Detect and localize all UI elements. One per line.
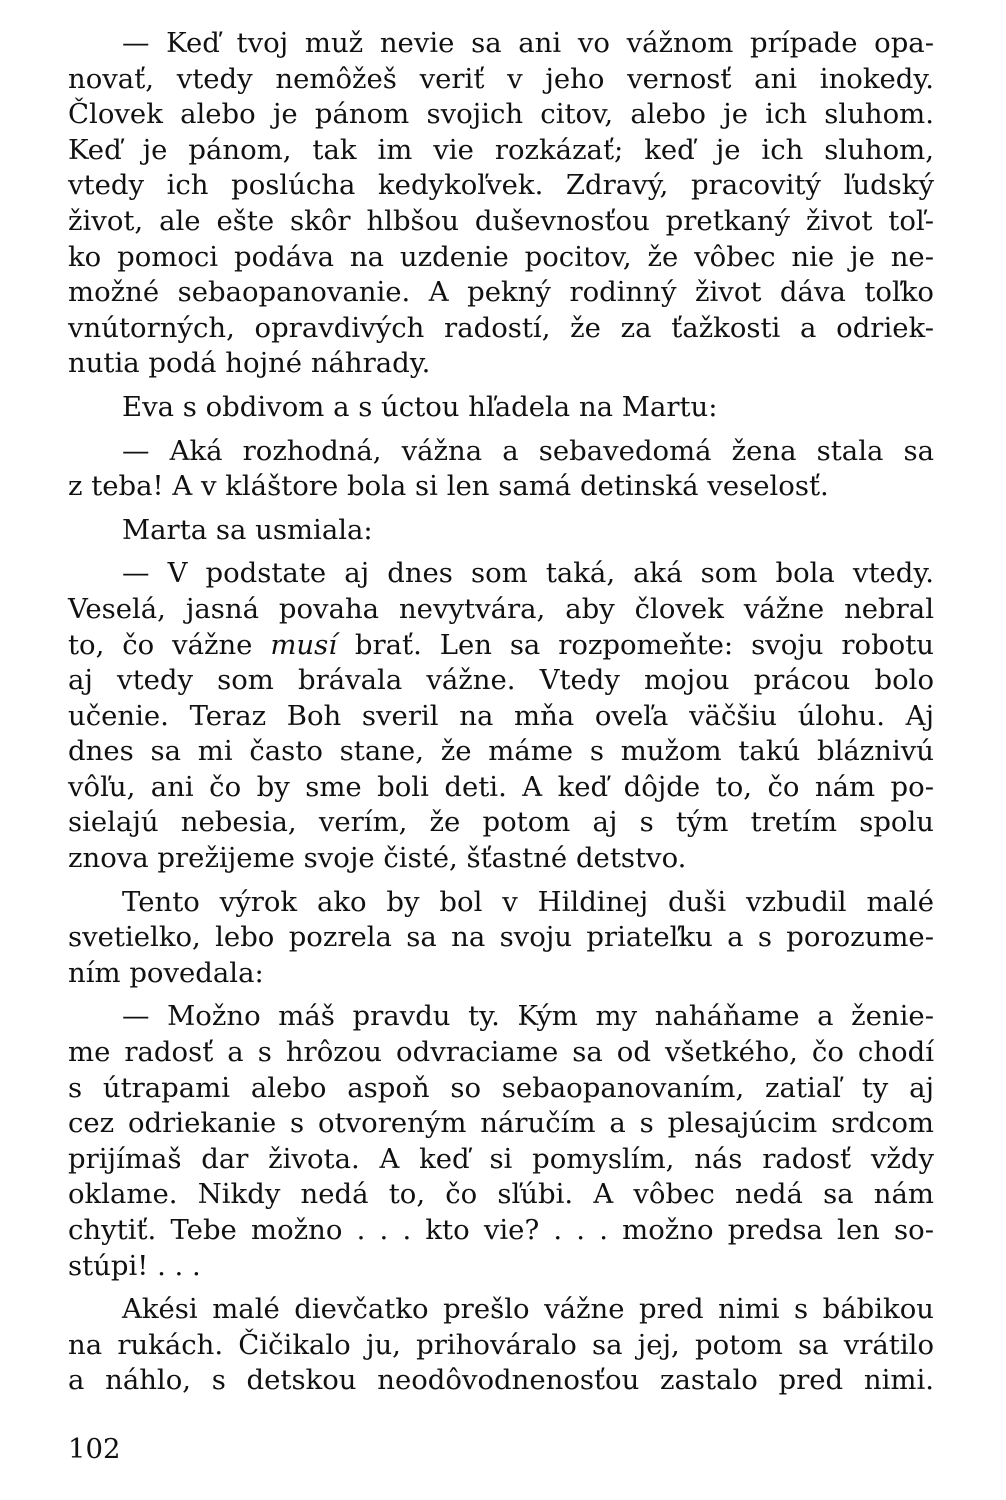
paragraph <box>68 556 934 876</box>
line-end: brať. Len sa rozpomeňte: svoju robotu <box>337 628 935 661</box>
text-line: z teba! A v kláštore bola si len samá detinská veselosť. <box>68 470 829 503</box>
text-line: Eva s obdivom a s úctou hľadela na Martu: <box>122 390 718 423</box>
text-line: učenie. Teraz Boh sveril na mňa oveľa väčšiu úlohu. Aj <box>68 699 934 732</box>
text-line: Človek alebo je pánom svojich citov, alebo je ich sluhom. <box>68 98 934 131</box>
paragraph <box>68 1292 934 1399</box>
text-line: vtedy ich poslúcha kedykoľvek. Zdravý, pracovitý ľudský <box>68 169 934 202</box>
text-line: vnútorných, opravdivých radostí, že za ťažkosti a odriek- <box>68 311 934 344</box>
text-line: život, ale ešte skôr hlbšou duševnosťou pretkaný život toľ- <box>68 204 934 237</box>
body-text <box>68 26 934 1399</box>
text-line: — Aká rozhodná, vážna a sebavedomá žena stala sa <box>122 434 934 467</box>
text-line: me radosť a s hrôzou odvraciame sa od všetkého, čo chodí <box>68 1036 934 1069</box>
paragraph <box>68 390 934 426</box>
text-line: aj vtedy som brávala vážne. Vtedy mojou prácou bolo <box>68 664 934 697</box>
text-line: a náhlo, s detskou neodôvodnenosťou zastalo pred nimi. <box>68 1364 934 1397</box>
text-line-with-emphasis <box>68 628 934 664</box>
text-line: vôľu, ani čo by sme boli deti. A keď dôjde to, čo nám po- <box>68 770 934 803</box>
text-line: — Možno máš pravdu ty. Kým my naháňame a ženie- <box>122 1000 934 1033</box>
text-line: — Keď tvoj muž nevie sa ani vo vážnom prípade opa- <box>122 27 934 59</box>
text-line: prijímaš dar života. A keď si pomyslím, nás radosť vždy <box>68 1142 934 1175</box>
text-line: — V podstate aj dnes som taká, aká som bola vtedy. <box>122 557 934 590</box>
text-line: nutia podá hojné náhrady. <box>68 347 431 380</box>
text-line: novať, vtedy nemôžeš veriť v jeho vernosť ani inokedy. <box>68 62 934 95</box>
text-line: Veselá, jasná povaha nevytvára, aby človek vážne nebral <box>68 592 934 625</box>
text-line: cez odriekanie s otvoreným náručím a s plesajúcim srdcom <box>68 1107 934 1140</box>
text-line: sielajú nebesia, verím, že potom aj s tým tretím spolu <box>68 806 934 839</box>
text-line: ko pomoci podáva na uzdenie pocitov, že vôbec nie je ne- <box>68 240 934 273</box>
emphasis-word: musí <box>270 628 338 661</box>
text-line: na rukách. Čičikalo ju, prihováralo sa jej, potom sa vrátilo <box>68 1328 934 1361</box>
text-line: dnes sa mi často stane, že máme s mužom takú bláznivú <box>68 735 934 768</box>
paragraph <box>68 513 934 549</box>
text-line: možné sebaopanovanie. A pekný rodinný život dáva toľko <box>68 276 934 309</box>
text-line: Marta sa usmiala: <box>122 513 373 546</box>
text-line: stúpi! . . . <box>68 1249 201 1282</box>
text-line: chytiť. Tebe možno . . . kto vie? . . . možno predsa len so- <box>68 1214 934 1246</box>
text-line: svetielko, lebo pozrela sa na svoju priateľku a s porozume- <box>68 921 934 954</box>
line-start: to, čo vážne <box>68 628 271 661</box>
text-line: Keď je pánom, tak im vie rozkázať; keď je ich sluhom, <box>68 133 934 166</box>
paragraph <box>68 885 934 992</box>
text-line: oklame. Nikdy nedá to, čo sľúbi. A vôbec nedá sa nám <box>68 1178 934 1211</box>
text-line: ním povedala: <box>68 956 264 989</box>
paragraph <box>68 434 934 505</box>
paragraph <box>68 999 934 1284</box>
paragraph <box>68 26 934 382</box>
text-line: Akési malé dievčatko prešlo vážne pred nimi s bábikou <box>122 1293 934 1326</box>
page-number: 102 <box>68 1433 121 1465</box>
text-line: s útrapami alebo aspoň so sebaopanovaním, zatiaľ ty aj <box>68 1071 934 1104</box>
text-line: Tento výrok ako by bol v Hildinej duši vzbudil malé <box>122 885 934 918</box>
text-line: znova prežijeme svoje čisté, šťastné detstvo. <box>68 842 687 875</box>
